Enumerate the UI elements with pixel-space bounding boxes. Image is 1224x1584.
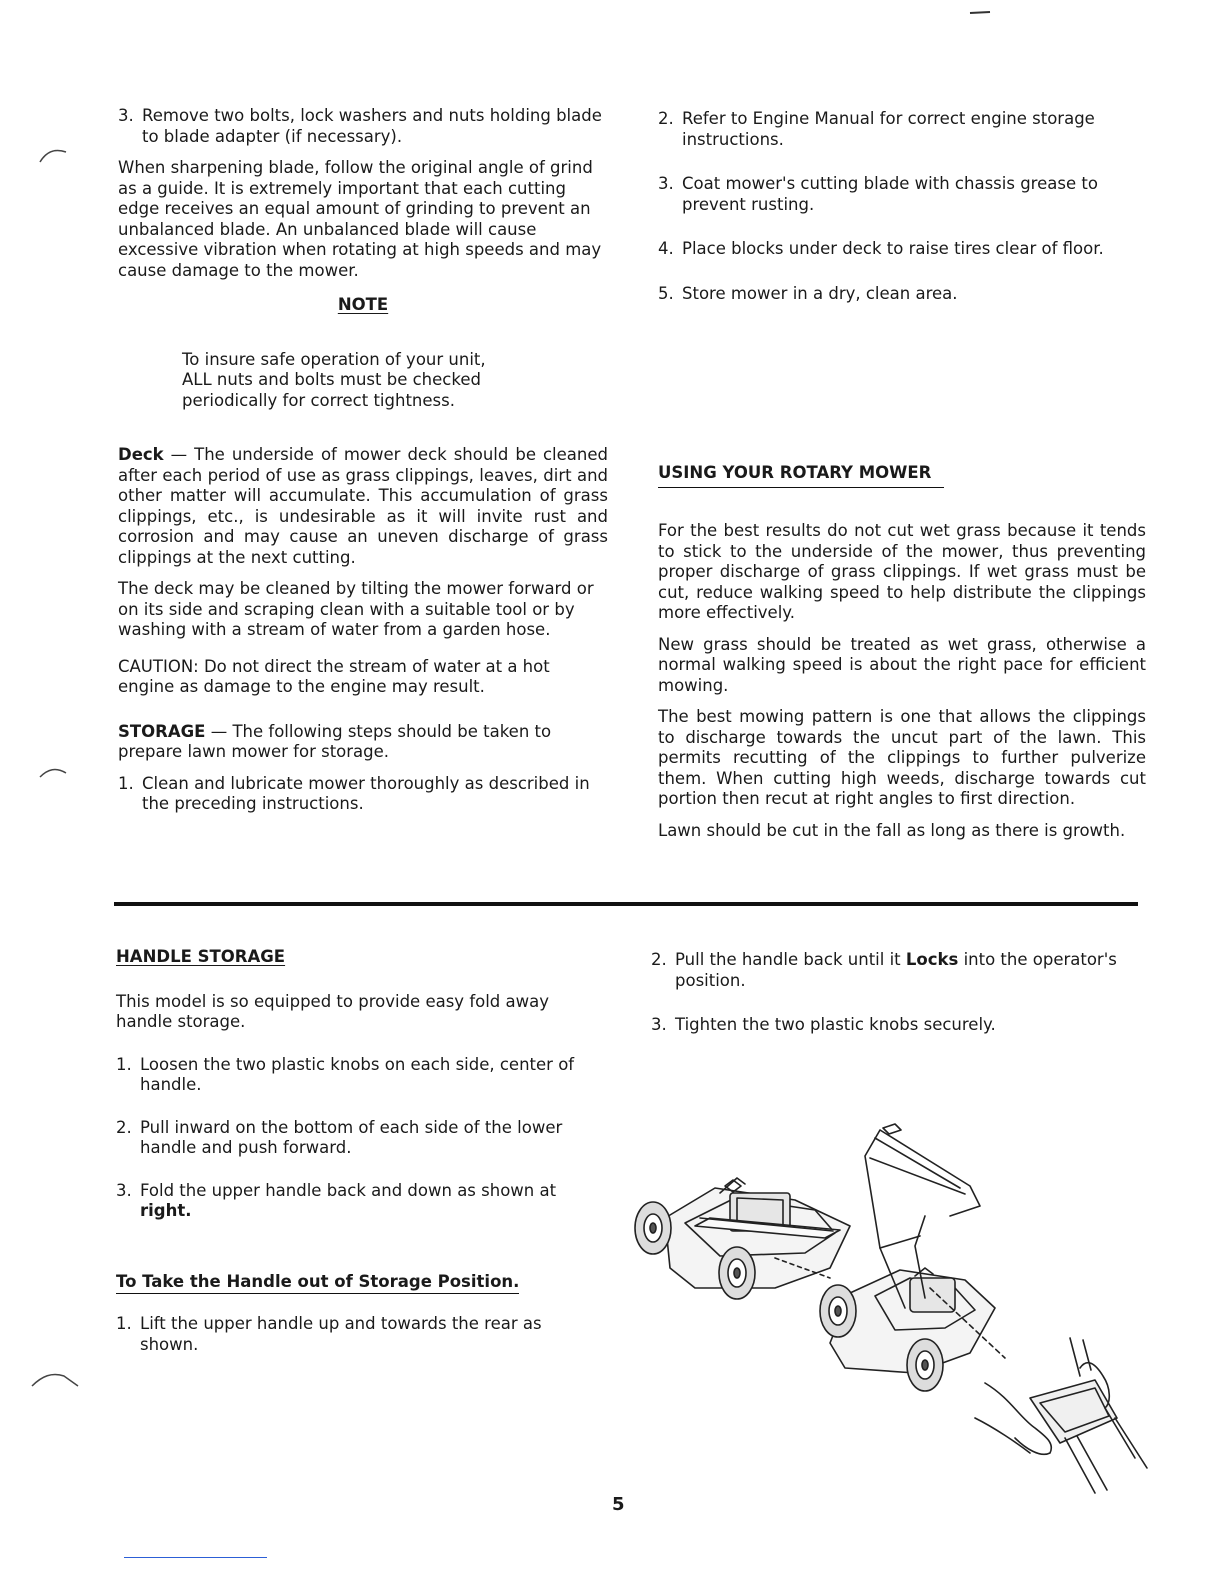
using-body <box>658 521 1146 852</box>
step-number: 2. <box>651 950 667 969</box>
step-text: Tighten the two plastic knobs securely. <box>675 1015 996 1034</box>
take-heading-wrap <box>116 1272 604 1293</box>
using-heading: USING YOUR ROTARY MOWER <box>658 463 932 482</box>
deck-label: Deck <box>118 445 164 464</box>
storage-step-4 <box>658 239 1146 260</box>
take-step-1 <box>116 1314 604 1355</box>
step-text: Place blocks under deck to raise tires clear of floor. <box>682 239 1104 258</box>
step-number: 3. <box>116 1180 132 1200</box>
step-text: Store mower in a dry, clean area. <box>682 283 958 303</box>
page-number: 5 <box>612 1494 625 1515</box>
step-number: 3. <box>658 174 674 193</box>
take-step-3 <box>651 1015 1141 1036</box>
storage-text: — The following steps should be taken to prepare lawn mower for storage. <box>118 721 552 761</box>
footer-line <box>124 1557 267 1558</box>
step-text: Refer to Engine Manual for correct engine storage instructions. <box>682 109 1095 149</box>
step-text: Pull the handle back until it <box>675 950 906 969</box>
storage-step-2 <box>658 109 1146 150</box>
handle-storage-heading: HANDLE STORAGE <box>116 947 286 966</box>
step-number: 1. <box>116 1054 132 1074</box>
storage-step-5 <box>658 284 1146 305</box>
left-bottom-column <box>116 947 604 1366</box>
deck-clean-paragraph: The deck may be cleaned by tilting the mower forward or on its side and scraping clean with a suitable tool or by washing with a stream of water from a garden hose. <box>118 579 594 639</box>
step-number: 5. <box>658 283 674 303</box>
step-text-post: into the operator's position. <box>675 950 1117 990</box>
step-text: Coat mower's cutting blade with chassis grease to prevent rusting. <box>682 174 1098 214</box>
step-text: Fold the upper handle back and down as shown at <box>140 1180 557 1200</box>
storage-label: STORAGE <box>118 721 206 741</box>
step-text-bold: right. <box>140 1201 192 1220</box>
note-line: ALL nuts and bolts must be checked <box>182 370 481 389</box>
step-text: Loosen the two plastic knobs on each side, center of handle. <box>140 1054 575 1094</box>
scan-mark-1 <box>38 146 68 164</box>
section-divider <box>114 902 1138 906</box>
step-number: 2. <box>658 109 674 128</box>
deck-text: — The underside of mower deck should be cleaned after each period of use as grass clippings, leaves, dirt and other matter will accumulate. This accumulation of grass clippings, etc., is undesirable as it will invite rust and corrosion and may cause an uneven discharge of grass clippings at the next cutting. <box>118 445 608 567</box>
take-handle-heading: To Take the Handle out of Storage Position. <box>116 1272 519 1294</box>
step-text: Remove two bolts, lock washers and nuts holding blade to blade adapter (if necessary). <box>142 106 602 146</box>
handle-intro: This model is so equipped to provide easy fold away handle storage. <box>116 991 550 1031</box>
handle-step-1 <box>116 1055 604 1096</box>
storage-step-1 <box>118 774 608 815</box>
caution-paragraph: CAUTION: Do not direct the stream of water at a hot engine as damage to the engine may result. <box>118 656 550 696</box>
right-bottom-column <box>651 950 1141 1047</box>
left-top-column <box>118 106 608 826</box>
note-line: periodically for correct tightness. <box>182 390 455 410</box>
using-paragraph-1: For the best results do not cut wet grass because it tends to stick to the underside of the mower, thus preventing proper discharge of grass clippings. If wet grass must be cut, reduce walking speed to help distribute the clippings more effectively. <box>658 521 1146 622</box>
step-text: Clean and lubricate mower thoroughly as described in the preceding instructions. <box>142 773 590 813</box>
handle-step-3 <box>116 1181 604 1222</box>
lawn-mower-handle-illustration <box>625 1118 1155 1498</box>
storage-step-3 <box>658 174 1146 215</box>
right-top-column <box>658 109 1146 840</box>
using-paragraph-2: New grass should be treated as wet grass, otherwise a normal walking speed is about the right pace for efficient mowing. <box>658 634 1146 695</box>
step-number: 1. <box>116 1314 132 1333</box>
step-text: Lift the upper handle up and towards the rear as shown. <box>140 1314 542 1354</box>
note-heading-wrap <box>118 295 608 316</box>
locks-bold: Locks <box>905 950 959 969</box>
deck-paragraph <box>118 445 608 568</box>
hands-knob-detail <box>975 1338 1147 1493</box>
take-step-2 <box>651 950 1141 991</box>
sharpening-paragraph: When sharpening blade, follow the original angle of grind as a guide. It is extremely important that each cutting edge receives an equal amount of grinding to prevent an unbalanced blade. An unbalanced blade will cause excessive vibration when rotating at high speeds and may cause damage to the mower. <box>118 158 602 280</box>
folded-mower <box>635 1178 850 1299</box>
upright-mower <box>820 1124 1005 1391</box>
step-number: 3. <box>118 106 134 125</box>
scan-mark-3 <box>30 1370 80 1390</box>
note-block <box>118 350 608 412</box>
scan-mark-4 <box>968 8 992 16</box>
handle-step-2 <box>116 1118 604 1159</box>
blade-removal-step <box>118 106 608 147</box>
scan-mark-2 <box>38 765 68 781</box>
step-number: 2. <box>116 1117 132 1137</box>
storage-paragraph <box>118 722 608 763</box>
note-heading: NOTE <box>337 295 389 314</box>
note-line: To insure safe operation of your unit, <box>182 349 486 369</box>
step-text: Pull inward on the bottom of each side of the lower handle and push forward. <box>140 1117 563 1157</box>
handle-heading-wrap <box>116 947 604 968</box>
step-number: 4. <box>658 239 674 258</box>
step-number: 3. <box>651 1015 667 1034</box>
using-heading-wrap <box>658 463 944 488</box>
using-paragraph-4: Lawn should be cut in the fall as long as there is growth. <box>658 820 1126 840</box>
step-number: 1. <box>118 773 134 793</box>
using-paragraph-3: The best mowing pattern is one that allows the clippings to discharge towards the uncut part of the lawn. This permits recutting of the clippings to further pulverize them. When cutting high weeds, discharge towards cut portion then recut at right angles to first direction. <box>658 707 1146 808</box>
